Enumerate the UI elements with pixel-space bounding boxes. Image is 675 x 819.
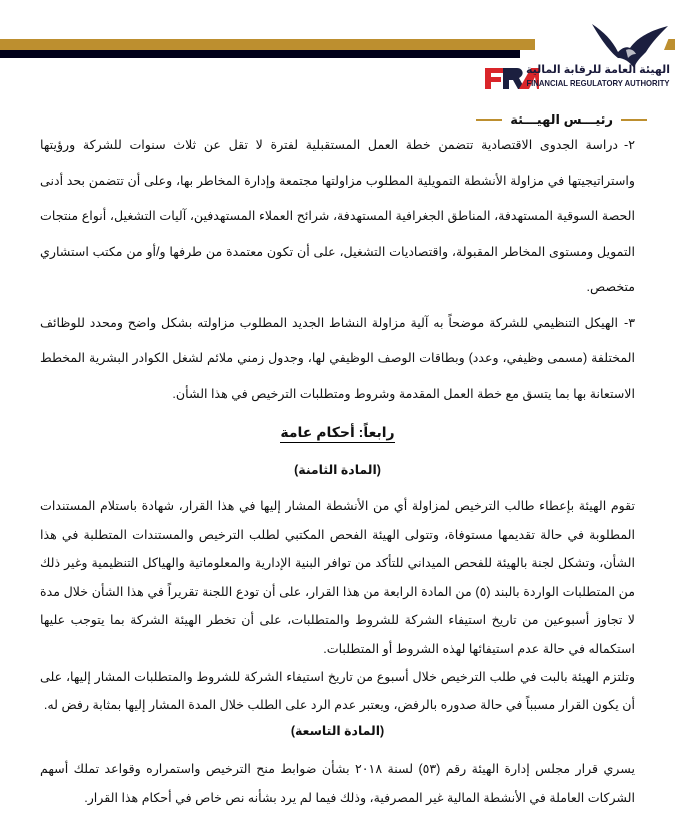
org-name-arabic: الهيئة العامة للرقابة المالية: [526, 64, 670, 76]
article-paragraph: تقوم الهيئة بإعطاء طالب الترخيص لمزاولة أي من الأنشطة المشار إليها في هذا القرار، شهادة باستلام المستندات المطلوبة في حالة تقديمها مستوفاة، وتتولى الهيئة الفحص المكتبي لطلب الترخيص والمستندات المتطلبة في هذا الشأن، وتشكل لجنة بالهيئة للفحص الميداني للتأكد من توافر البنية الإدارية والمعلوماتية والهياكل التنظيمية وغير ذلك من المتطلبات الواردة بالبند (٥) من المادة الرابعة من هذا القرار، على أن تودع اللجنة تقريراً في هذا الشأن خلال مدة لا تجاوز أسبوعين من تاريخ استيفاء الشركة للشروط والمتطلبات، على أن تخطر الهيئة الشركة بما يتوجب عليها استكماله في حالة عدم استيفائها لهذه الشروط أو المتطلبات.: [40, 499, 635, 656]
gold-dash: [476, 119, 502, 121]
item-number: ٣-: [624, 315, 635, 330]
navy-band: [0, 50, 520, 58]
signatory-heading: [476, 112, 647, 128]
gold-dash: [621, 119, 647, 121]
letterhead: [0, 0, 675, 127]
article-paragraph: وتلتزم الهيئة بالبت في طلب الترخيص خلال أسبوع من تاريخ استيفاء الشركة للشروط والمتطلبات المشار إليها، على أن يكون القرار مسبباً في حالة صدوره بالرفض، ويعتبر عدم الرد على الطلب خلال المدة المشار إليها بمثابة رفض له.: [40, 670, 635, 712]
article-heading: (المادة التاسعة): [290, 724, 385, 738]
section-heading: [40, 420, 635, 444]
gold-band: [0, 39, 535, 50]
document-body: [40, 128, 635, 812]
authority-logo: [485, 63, 670, 93]
item-text: دراسة الجدوى الاقتصادية تتضمن خطة العمل المستقبلية لفترة لا تقل عن ثلاث سنوات للشركة ورؤيتها واستراتيجيتها في مزاولة الأنشطة التمويلية المطلوب مزاولتها مجتمعة وإدارة المخاطر بها، وعلى أن تتضمن بحد أدنى الحصة السوقية المستهدفة، المناطق الجغرافية المستهدفة، شرائح العملاء المستهدفين، آليات التشغيل، أنواع منتجات التمويل ومستوى المخاطر المقبولة، واقتصاديات التشغيل، على أن تكون معتمدة من طرفها و/أو من مكتب استشاري متخصص.: [40, 138, 635, 294]
org-name-english: FINANCIAL REGULATORY AUTHORITY: [526, 78, 670, 88]
section-title: رابعاً: أحكام عامة: [280, 424, 394, 443]
item-text: الهيكل التنظيمي للشركة موضحاً به آلية مزاولة النشاط الجديد المطلوب مزاولته بشكل واضح ومحدد للوظائف المختلفة (مسمى وظيفي، وعدد) وبطاقات الوصف الوظيفي لها، وجدول زمني ملائم لشغل الكوادر البشرية المخطط الاستعانة بها بما يتسق مع خطة العمل المقدمة وشروط ومتطلبات الترخيص في هذا الشأن.: [40, 315, 635, 401]
item-number: ٢-: [624, 138, 635, 152]
article-paragraph: يسري قرار مجلس إدارة الهيئة رقم (٥٣) لسنة ٢٠١٨ بشأن ضوابط منح الترخيص واستمراره وقواعد تملك أسهم الشركات العاملة في الأنشطة المالية غير المصرفية، وذلك فيما لم يرد بشأنه نص خاص في أحكام هذا القرار.: [40, 762, 635, 805]
article-heading: (المادة الثامنة): [294, 463, 381, 477]
list-item: [40, 128, 635, 306]
list-item: [40, 306, 635, 413]
signatory-title: رئيـــس الهيـــئة: [510, 112, 613, 127]
